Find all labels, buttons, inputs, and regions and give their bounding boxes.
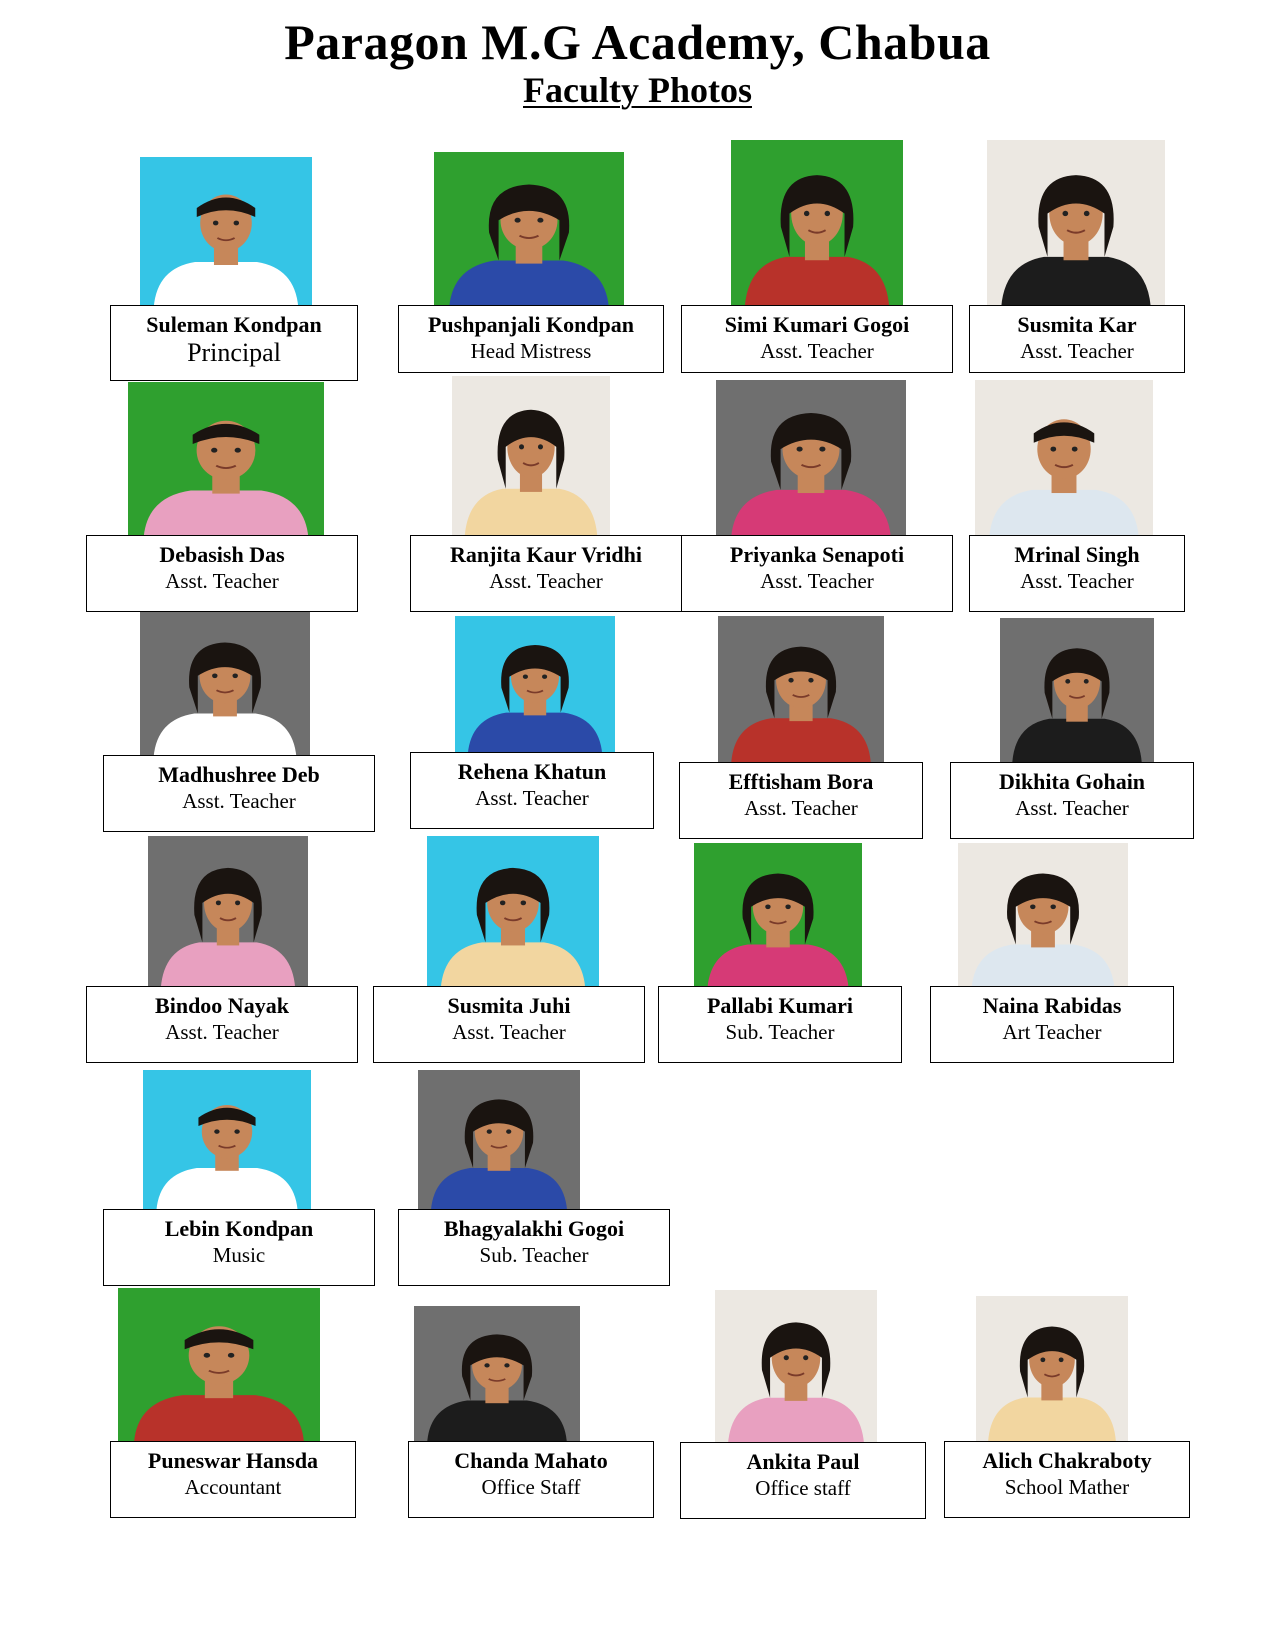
faculty-name-card [398,305,664,373]
faculty-name-card [410,535,682,612]
faculty-role: Principal [187,338,281,367]
faculty-photo [128,382,324,537]
faculty-photo [148,836,308,988]
faculty-photo [1000,618,1154,762]
faculty-role: Asst. Teacher [475,786,589,810]
faculty-photo [455,616,615,754]
faculty-name-card [110,305,358,381]
faculty-name: Bindoo Nayak [155,993,289,1018]
faculty-name: Susmita Juhi [447,993,571,1018]
faculty-role: Asst. Teacher [1020,339,1134,363]
faculty-name: Ranjita Kaur Vridhi [450,542,642,567]
faculty-role: Asst. Teacher [489,569,603,593]
faculty-role: Asst. Teacher [744,796,858,820]
faculty-photo [715,1290,877,1444]
faculty-name: Puneswar Hansda [147,1448,319,1473]
faculty-name: Susmita Kar [1017,312,1137,337]
faculty-role: Asst. Teacher [452,1020,566,1044]
faculty-name-card [110,1441,356,1518]
faculty-name-card [86,535,358,612]
faculty-role: Asst. Teacher [1015,796,1129,820]
faculty-name: Naina Rabidas [982,993,1122,1018]
faculty-name: Alich Chakraboty [982,1448,1152,1473]
faculty-role: Office Staff [481,1475,581,1499]
faculty-photo [118,1288,320,1441]
faculty-name: Debasish Das [159,542,285,567]
faculty-photo [452,376,610,537]
faculty-role: School Mather [1004,1475,1130,1499]
faculty-name: Lebin Kondpan [164,1216,314,1241]
faculty-name-card [680,1442,926,1519]
faculty-name-card [930,986,1174,1063]
page-subtitle [0,68,1275,112]
faculty-name-card [658,986,902,1063]
faculty-photo [976,1296,1128,1441]
faculty-name: Pushpanjali Kondpan [427,312,635,337]
faculty-role: Asst. Teacher [760,339,874,363]
faculty-role: Sub. Teacher [479,1243,589,1267]
faculty-name: Madhushree Deb [158,762,320,787]
faculty-photo [414,1306,580,1441]
faculty-photo [716,380,906,537]
faculty-name: Suleman Kondpan [146,312,322,337]
faculty-name: Pallabi Kumari [706,993,854,1018]
faculty-role: Asst. Teacher [760,569,874,593]
faculty-name: Simi Kumari Gogoi [724,312,910,337]
faculty-role: Asst. Teacher [182,789,296,813]
faculty-role: Accountant [184,1475,282,1499]
faculty-name: Efftisham Bora [728,769,874,794]
faculty-photo [987,140,1165,307]
faculty-role: Art Teacher [1002,1020,1102,1044]
faculty-photo [718,616,884,762]
faculty-photo [143,1070,311,1210]
faculty-name-card [969,305,1185,373]
subtitle-text: Faculty Photos [523,70,752,110]
faculty-name-card [950,762,1194,839]
faculty-name-card [103,755,375,832]
page-title: Paragon M.G Academy, Chabua [284,14,991,70]
faculty-name-card [410,752,654,829]
faculty-name: Priyanka Senapoti [729,542,905,567]
faculty-role: Office staff [755,1476,851,1500]
faculty-name-card [681,535,953,612]
faculty-photo [418,1070,580,1210]
faculty-role: Music [212,1243,266,1267]
faculty-name-card [86,986,358,1063]
faculty-name: Mrinal Singh [1014,542,1140,567]
faculty-photo [731,140,903,307]
faculty-name-card [944,1441,1190,1518]
faculty-name: Bhagyalakhi Gogoi [443,1216,625,1241]
faculty-name-card [103,1209,375,1286]
faculty-name-card [373,986,645,1063]
faculty-name: Rehena Khatun [457,759,607,784]
faculty-name: Chanda Mahato [454,1448,608,1473]
faculty-photo [958,843,1128,988]
faculty-name-card [681,305,953,373]
faculty-photo [140,612,310,757]
faculty-name-card [679,762,923,839]
faculty-role: Asst. Teacher [1020,569,1134,593]
faculty-name-card [398,1209,670,1286]
faculty-role: Asst. Teacher [165,1020,279,1044]
faculty-photo [427,836,599,988]
faculty-name: Dikhita Gohain [998,769,1146,794]
faculty-name-card [408,1441,654,1518]
faculty-role: Asst. Teacher [165,569,279,593]
faculty-name: Ankita Paul [746,1449,860,1474]
faculty-role: Head Mistress [470,339,592,363]
faculty-photo [694,843,862,988]
faculty-photo [140,157,312,307]
faculty-photo [434,152,624,307]
faculty-role: Sub. Teacher [725,1020,835,1044]
faculty-name-card [969,535,1185,612]
faculty-photo [975,380,1153,537]
